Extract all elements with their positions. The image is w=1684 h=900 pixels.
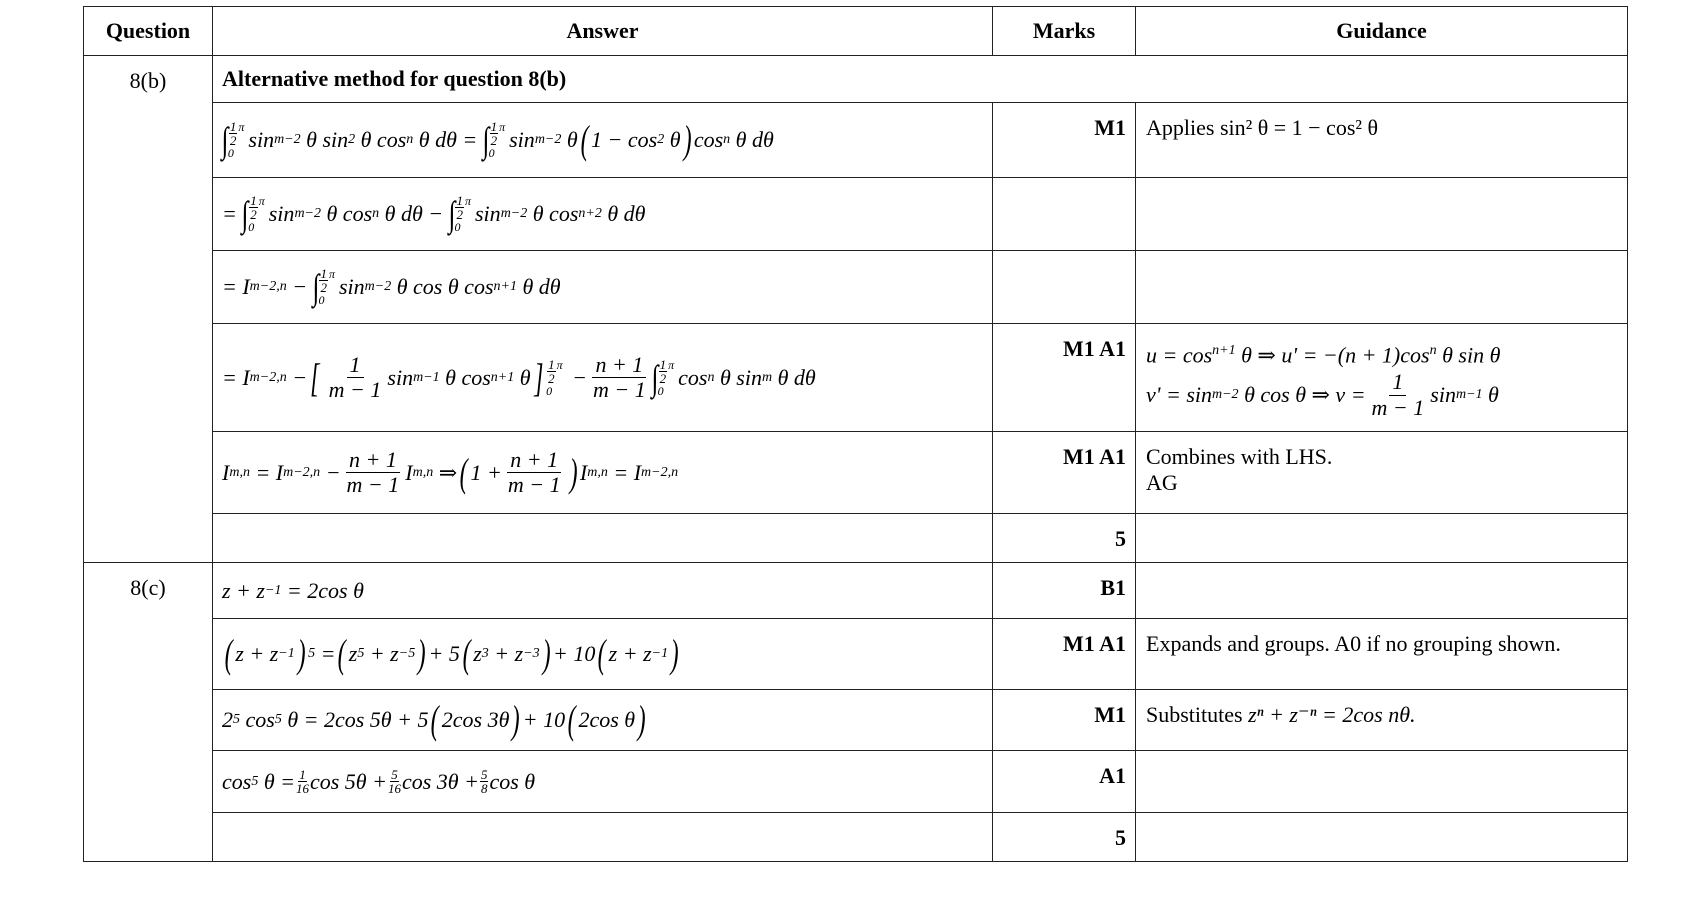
mark-scheme-table bbox=[83, 6, 1628, 862]
marks-cell: M1 bbox=[993, 690, 1136, 751]
marks-cell: B1 bbox=[993, 563, 1136, 619]
table-row bbox=[84, 103, 1628, 178]
header-row bbox=[84, 7, 1628, 56]
answer-step-3: 2 5 cos 5 θ = 2cos 5θ + 5 ( 2cos 3θ ) + 10 ( 2cos θ ) bbox=[213, 690, 993, 751]
guidance-empty bbox=[1136, 514, 1628, 563]
guidance-cell bbox=[1136, 432, 1628, 514]
total-marks: 5 bbox=[993, 514, 1136, 563]
marks-cell: A1 bbox=[993, 751, 1136, 813]
total-marks: 5 bbox=[993, 813, 1136, 862]
marks-cell: M1 A1 bbox=[993, 432, 1136, 514]
table-row bbox=[84, 813, 1628, 862]
header-answer: Answer bbox=[213, 7, 993, 56]
answer-step-1: z + z −1 = 2cos θ bbox=[213, 563, 993, 619]
guidance-cell bbox=[1136, 690, 1628, 751]
answer-step-2: = ∫ $\frac{1}{2}$ π 0 sin m−2 θ cos n θ dθ − ∫ $\frac{1}{2}$ π 0 sin m−2 θ cos n+2 θ dθ bbox=[213, 178, 993, 251]
marks-cell: M1 bbox=[993, 103, 1136, 178]
alternative-method-title: Alternative method for question 8(b) bbox=[213, 56, 1628, 103]
table-row bbox=[84, 751, 1628, 813]
guidance-cell bbox=[1136, 751, 1628, 813]
marks-cell bbox=[993, 178, 1136, 251]
guidance-cell bbox=[1136, 563, 1628, 619]
answer-empty bbox=[213, 813, 993, 862]
guidance-cell bbox=[1136, 251, 1628, 324]
question-number: 8(b) bbox=[84, 56, 213, 563]
table-row bbox=[84, 324, 1628, 432]
table-row bbox=[84, 56, 1628, 103]
table-row bbox=[84, 619, 1628, 690]
header-marks: Marks bbox=[993, 7, 1136, 56]
answer-step-1: ∫ $\frac{1}{2}$ π 0 sin m−2 θ sin 2 θ cos n θ dθ = ∫ $\frac{1}{2}$ π 0 sin m−2 θ ( 1 − cos 2 θ ) cos n θ dθ bbox=[213, 103, 993, 178]
guidance-text: Substitutes bbox=[1146, 702, 1243, 727]
table-row bbox=[84, 690, 1628, 751]
answer-step-4: = I m−2,n − [ $\frac{1}{m - 1}$ sin m−1 θ cos n+1 θ ] $\frac{1}{2}$ π 0 − $\frac{n + 1}{m - 1}$ ∫ $\frac{1}{2}$ π 0 cos n θ sin m θ dθ bbox=[213, 324, 993, 432]
guidance-empty bbox=[1136, 813, 1628, 862]
table-row bbox=[84, 514, 1628, 563]
table-row bbox=[84, 251, 1628, 324]
guidance-line: Combines with LHS. bbox=[1146, 444, 1333, 469]
guidance-cell: Applies sin² θ = 1 − cos² θ bbox=[1136, 103, 1628, 178]
answer-step-5: I m,n = I m−2,n − $\frac{n + 1}{m - 1}$ I m,n ⇒ ( 1 + $\frac{n + 1}{m - 1}$ ) I m,n = I m−2,n bbox=[213, 432, 993, 514]
header-guidance: Guidance bbox=[1136, 7, 1628, 56]
table-row bbox=[84, 432, 1628, 514]
guidance-line: AG bbox=[1146, 470, 1178, 495]
table-row bbox=[84, 178, 1628, 251]
marks-cell: M1 A1 bbox=[993, 324, 1136, 432]
question-number: 8(c) bbox=[84, 563, 213, 862]
table-row bbox=[84, 563, 1628, 619]
answer-step-4: cos 5 θ = 1 16 cos 5θ + 5 16 cos 3θ + 5 8 cos θ bbox=[213, 751, 993, 813]
header-question: Question bbox=[84, 7, 213, 56]
guidance-formula: zⁿ + z⁻ⁿ = 2cos nθ. bbox=[1248, 702, 1416, 727]
guidance-cell: Expands and groups. A0 if no grouping shown. bbox=[1136, 619, 1628, 690]
answer-step-3: = I m−2,n − ∫ $\frac{1}{2}$ π 0 sin m−2 θ cos θ cos n+1 θ dθ bbox=[213, 251, 993, 324]
guidance-integration-by-parts: $u = \cos^{n+1} \theta$ ⇒ $u' = -(n + 1)\cos^n$ θ sin θ v' = sin m−2 θ cos θ ⇒ v = $\frac{1}{m - 1}$ sin m−1 θ bbox=[1136, 324, 1628, 432]
guidance-cell bbox=[1136, 178, 1628, 251]
answer-empty bbox=[213, 514, 993, 563]
answer-step-2: ( z + z −1 ) 5 = ( z 5 + z −5 ) + 5 ( z 3 + z −3 ) + 10 ( z + z −1 ) bbox=[213, 619, 993, 690]
marks-cell: M1 A1 bbox=[993, 619, 1136, 690]
marks-cell bbox=[993, 251, 1136, 324]
